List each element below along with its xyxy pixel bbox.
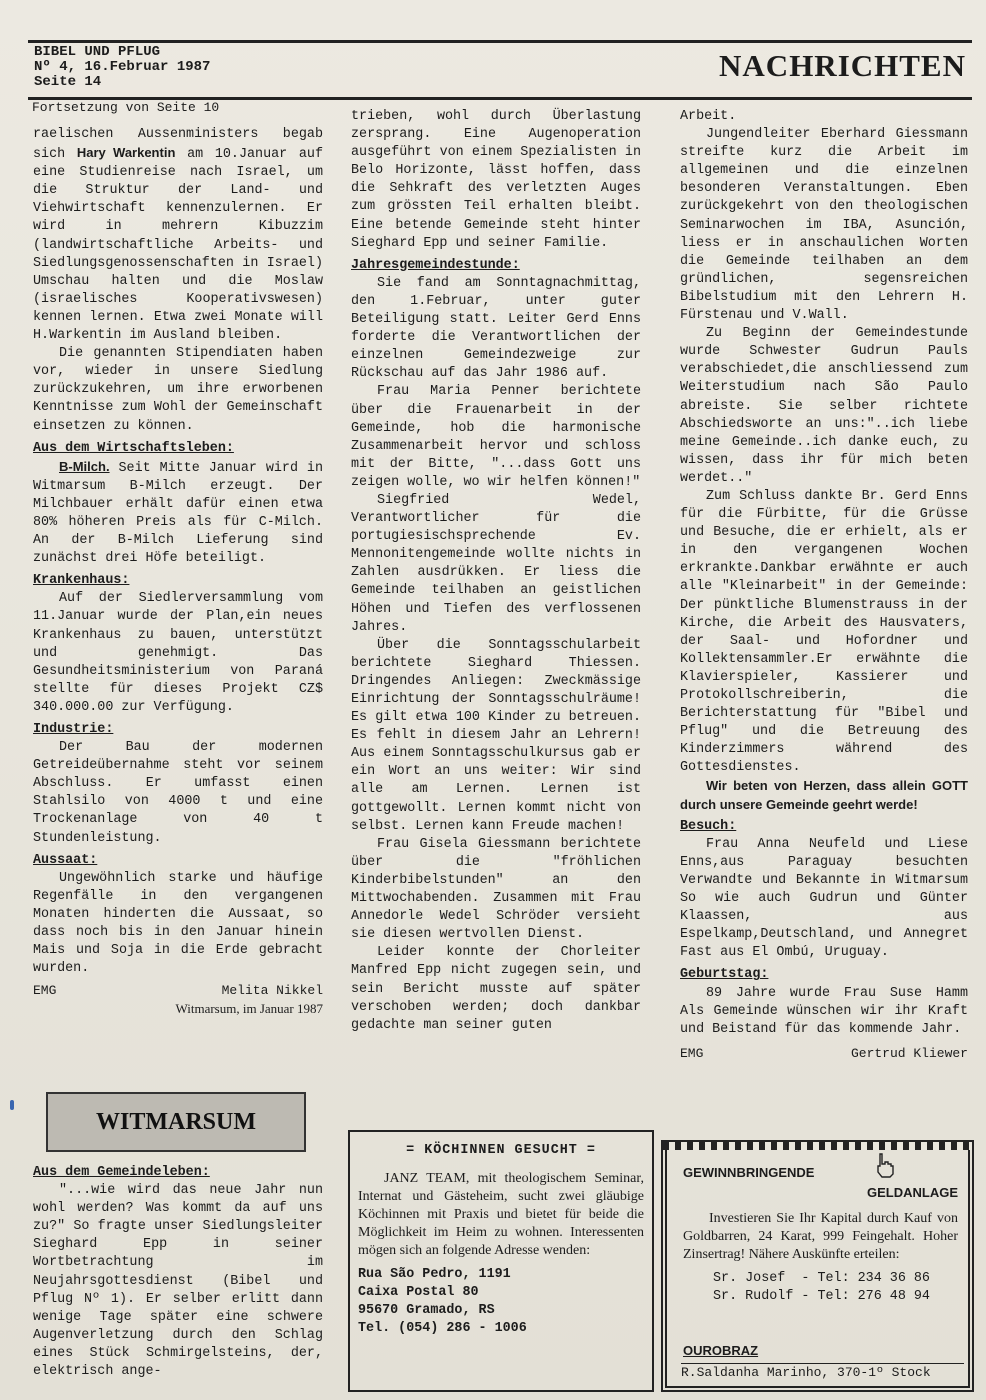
ad-heading: GEWINNBRINGENDE — [683, 1165, 815, 1180]
heading-jahresgemeindestunde: Jahresgemeindestunde: — [351, 257, 520, 273]
blue-mark — [10, 1100, 14, 1110]
column-3 — [680, 108, 968, 1063]
paragraph-bmilch — [33, 458, 323, 569]
intro-text-start: raelischen Aussenministers begab sich — [33, 127, 323, 163]
ad-geldanlage — [661, 1140, 974, 1392]
signature-name: Gertrud Kliewer — [850, 1045, 968, 1061]
signature-row — [33, 982, 323, 1000]
column-2 — [351, 108, 641, 1035]
paragraph: Siegfried Wedel, Verantwortlicher für die portugiesischsprechende Ev. Mennonitengemeinde wollte nichts in Zahlen ausdrükken. Er liess die Gemeinde teilhaben an geistlichen Höhen und Tiefen des verflossenen Jahres. — [351, 492, 641, 635]
paragraph: Zu Beginn der Gemeindestunde wurde Schwester Gudrun Pauls verabschiedet,die anschliessend zum Weiterstudium nach São Paulo abreiste. Sie selber richtete Abschiedsworte an uns:"..ich liebe meine Gemeinde..ich danke euch, zu wissen, dass ihr für mich beten werdet.." — [680, 326, 968, 486]
paragraph: Zum Schluss dankte Br. Gerd Enns für die Fürbitte, für die Grüsse und Besuche, die er erhielt, als er in den vergangenen Wochen erkrankte.Dankbar erwähnte er auch alle "Kleinarbeit" in der Gemeinde: Der pünktliche Blumenstrauss in der Kirche, die Arbeit des Hausvaters, der Saal- und Hofordner und Kollektensammler.Er erwähnte die Klavierspieler, Kassierer und Protokollschreiberin, die Berichterstattung für "Bibel und Pflug" und die Betreuung des Kinderzimmers während des Gottesdienstes. — [680, 488, 968, 776]
paragraph-gemeindeleben: "...wie wird das neue Jahr nun wohl werden? Was kommt da auf uns zu?" So fragte unser Siedlungsleiter Sieghard Epp in seiner Wortbetrachtung im Neujahrsgottesdienst (Bibel und Pflug Nº 1). Er selber erlitt dann wenige Tage später eine schwere Augenverletzung durch den Schlag eines Stück Schmirgelsteins, der, elektrisch ange- — [33, 1183, 323, 1380]
paragraph-besuch: Frau Anna Neufeld und Liese Enns,aus Paraguay besuchten Verwandte und Bekannte in Witmarsum So wie auch Gudrun und Günter Klaassen, aus Espelkamp,Deutschland, und Annegret Fast aus El Ombú, Uruguay. — [680, 836, 968, 961]
paragraph-industrie: Der Bau der modernen Getreideübernahme steht vor seinem Abschluss. Er umfasst einen Stahlsilo von 4000 t und eine Trockenanlage von 40 t Stundenleistung. — [33, 740, 323, 846]
signature-emg: EMG — [680, 1045, 704, 1061]
signature-emg: EMG — [33, 983, 57, 999]
ad-address: R.Saldanha Marinho, 370-1º Stock — [681, 1363, 964, 1382]
paragraph: Frau Maria Penner berichtete über die Frauenarbeit in der Gemeinde, hob die harmonische Zusammenarbeit hervor und schloss mit der Bitte, "...dass Gott uns zeigen wolle, wo wir helfen können!" — [351, 384, 641, 490]
paragraph-aussaat: Ungewöhnlich starke und häufige Regenfälle in den vergangenen Monaten hinderten die Aussaat, so dass noch bis in den Januar hinein Mais und Soja in die Erde gebracht wurden. — [33, 870, 323, 977]
publication-name: BIBEL UND PFLUG — [34, 44, 161, 60]
heading-besuch: Besuch: — [680, 818, 737, 834]
paragraph: Sie fand am Sonntagnachmittag, den 1.Februar, unter guter Beteiligung statt. Leiter Gerd Enns forderte die Verantwortlichen der einzelnen Gemeindezweige zur Rückschau auf das Jahr 1986 auf. — [351, 275, 641, 382]
bmilch-text: Seit Mitte Januar wird in Witmarsum B-Milch erzeugt. Der Milchbauer erhält dafür einen etwa 80% höheren Preis als für C-Milch. An der B-Milch Lieferung sind zunächst drei Höfe beteiligt. — [33, 460, 323, 567]
continuation-note: Fortsetzung von Seite 10 — [32, 100, 220, 115]
signature-row — [680, 1045, 968, 1063]
star-border — [663, 1142, 972, 1150]
paragraph: Leider konnte der Chorleiter Manfred Epp nicht zugegen sein, und sein Bericht musste auf später verschoben werden; doch dankbar gedachte man seiner guten — [351, 945, 641, 1033]
paragraph-geburtstag: 89 Jahre wurde Frau Suse Hamm Als Gemeinde wünschen wir ihr Kraft und Beistand für das kommende Jahr. — [680, 985, 968, 1037]
address-line: Rua São Pedro, 1191 — [358, 1267, 511, 1282]
ad-subheading: GELDANLAGE — [867, 1185, 958, 1200]
masthead-info — [34, 45, 210, 90]
signature-name: Melita Nikkel — [221, 983, 323, 999]
masthead — [30, 36, 970, 100]
person-name: Hary Warkentin — [76, 145, 176, 161]
issue-date: Nº 4, 16.Februar 1987 — [34, 59, 211, 75]
heading-wirtschaft: Aus dem Wirtschaftsleben: — [33, 440, 234, 456]
pointing-hand-icon — [872, 1152, 898, 1178]
contact-line: Sr. Rudolf - Tel: 276 48 94 — [713, 1289, 930, 1304]
heading-krankenhaus: Krankenhaus: — [33, 573, 130, 589]
ad-body: JANZ TEAM, mit theologischem Seminar, Internat und Gästeheim, sucht zwei gläubige Köchinnen mit Praxis und bietet für beide die Möglichkeit im Heim zu wohnen. Interessenten mögen sich an folgende Adresse wenden: — [358, 1171, 644, 1258]
heading-geburtstag: Geburtstag: — [680, 967, 769, 983]
address-line: Caixa Postal 80 — [358, 1285, 479, 1300]
ad-address — [358, 1266, 644, 1338]
contact-line: Sr. Josef - Tel: 234 36 86 — [713, 1271, 930, 1286]
heading-aussaat: Aussaat: — [33, 852, 98, 868]
paragraph: trieben, wohl durch Überlastung zersprang. Eine Augenoperation ausgeführt von einem Spezialisten in Belo Horizonte, lässt hoffen, dass die Sehkraft des verletzten Auges zum grössten Teil erhalten bleibt. Eine betende Gemeinde steht hinter Sieghard Epp und seiner Familie. — [351, 109, 641, 251]
intro-text-end: am 10.Januar auf eine Studienreise nach Israel, um die Struktur der Land- und Viehwirtschaft kennenzulernen. Er wird in mehrern Kibuzzim (landwirtschaftliche Arbeits- und Siedlungsgenossenschaften in Israel) Umschau halten und die Moslaw (israelisches Kooperativswesen) kennen lernen. Etwa zwei Monate will H.Warkentin im Ausland bleiben. — [33, 147, 323, 344]
witmarsum-section — [33, 1164, 323, 1381]
address-line: Tel. (054) 286 - 1006 — [358, 1321, 527, 1336]
column-1 — [33, 126, 323, 1019]
paragraph: Frau Gisela Giessmann berichtete über die "fröhlichen Kinderbibelstunden" an den Mittwochabenden. Zusammen mit Frau Annedorle Wedel Schröder versieht sie diesen wertvollen Dienst. — [351, 836, 641, 943]
ad-koechinnen — [348, 1130, 654, 1392]
bmilch-label: B-Milch. — [59, 458, 110, 474]
signature-place: Witmarsum, im Januar 1987 — [175, 1001, 323, 1017]
heading-industrie: Industrie: — [33, 722, 114, 737]
heading-gemeindeleben: Aus dem Gemeindeleben: — [33, 1165, 210, 1180]
paragraph: Jungendleiter Eberhard Giessmann streifte kurz die Arbeit im allgemeinen und die einzelnen besonderen Veranstaltungen. Eben zurückgekehrt von den theologischen Seminarwochen im IBA, Asunción, liess er in anschaulichen Worten die Gemeinde teilhaben an dem gründlichen, segensreichen Bibelstudium mit den Lehrern H. Fürstenau und V.Wall. — [680, 127, 968, 324]
ad-body: Investieren Sie Ihr Kapital durch Kauf von Goldbarren, 24 Karat, 999 Feingehalt. Hoher Zinsertrag! Nähere Auskünfte erteilen: — [683, 1211, 958, 1262]
witmarsum-box: WITMARSUM — [46, 1092, 306, 1152]
paragraph-krankenhaus: Auf der Siedlerversammlung vom 11.Januar wurde der Plan,ein neues Krankenhaus zu bauen, unterstützt und genehmigt. Das Gesundheitsministerium von Paraná stellte für dieses Projekt CZ$ 340.000.00 zur Verfügung. — [33, 591, 323, 715]
section-title: NACHRICHTEN — [719, 48, 966, 83]
prayer-statement: Wir beten von Herzen, dass allein GOTT durch unsere Gemeinde geehrt werde! — [680, 778, 968, 812]
paragraph: Über die Sonntagsschularbeit berichtete Sieghard Thiessen. Dringendes Anliegen: Zweckmässige Einrichtung der Sonntagsschulräume! Es gilt etwa 100 Kinder zu betreuen. Es fehlt in diesem Jahr an Lehrern! Aus einem Sonntagsschulkursus gab er ein Wort an uns weiter: Wir sind alle am Lernen. Lernen ist gottgewollt. Lernen kommt nicht von selbst. Lernen kann Freude machen! — [351, 637, 641, 834]
paragraph: Arbeit. — [680, 109, 737, 124]
ad-title: = KÖCHINNEN GESUCHT = — [406, 1143, 596, 1158]
ad-contacts — [713, 1270, 958, 1306]
address-line: 95670 Gramado, RS — [358, 1303, 495, 1318]
page-number: Seite 14 — [34, 74, 102, 90]
ad-brand: OUROBRAZ — [683, 1343, 759, 1358]
paragraph: Die genannten Stipendiaten haben vor, wieder in unsere Siedlung zurückzukehren, um ihre erworbenen Kenntnisse zum Wohl der Gemeinschaft einsetzen zu können. — [33, 346, 323, 434]
article-intro — [33, 126, 323, 345]
